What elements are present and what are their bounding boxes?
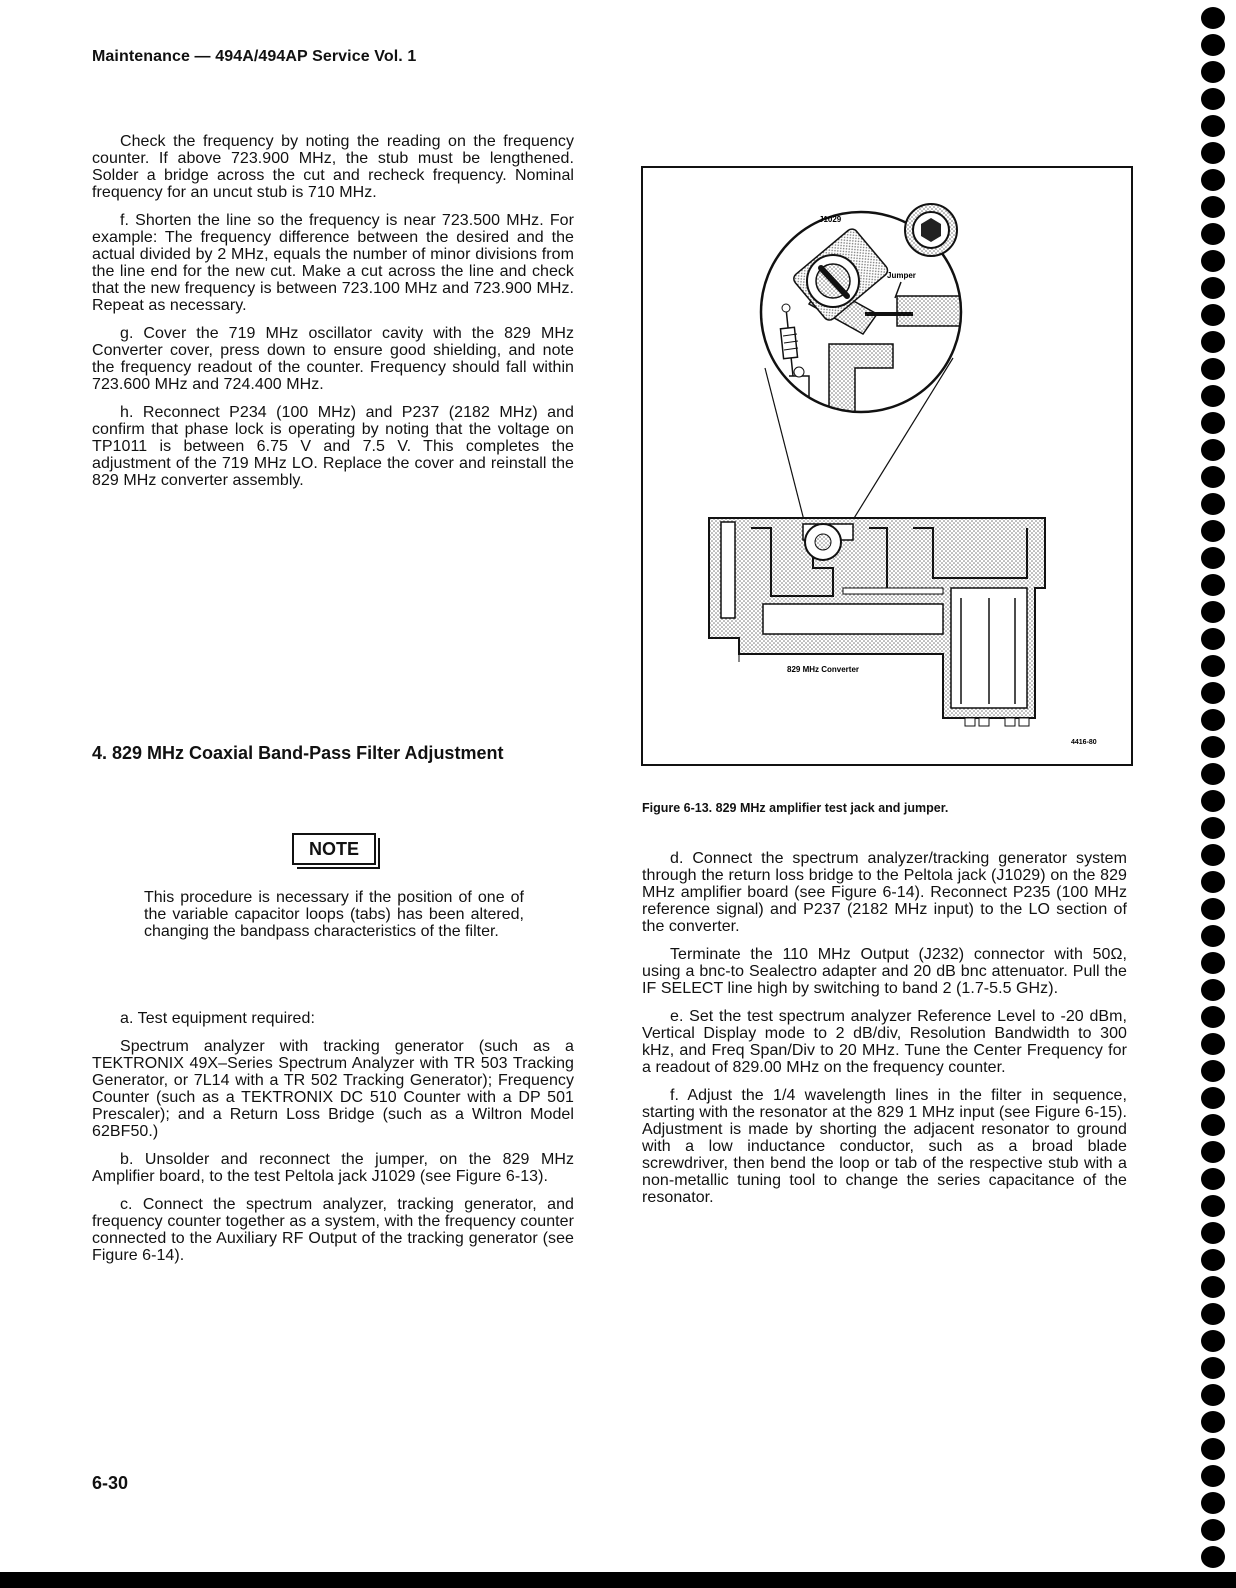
binder-hole bbox=[1201, 115, 1225, 137]
figure-caption: Figure 6-13. 829 MHz amplifier test jack and jumper. bbox=[642, 801, 949, 815]
binder-hole bbox=[1201, 1114, 1225, 1136]
note-label: NOTE bbox=[292, 833, 376, 865]
paragraph-step-e: e. Set the test spectrum analyzer Reference Level to -20 dBm, Vertical Display mode to 2 dB/div, Resolution Bandwidth to 300 kHz, and Freq Span/Div to 20 MHz. Tune the Center Frequency for a readout of 829.00 MHz on the frequency counter. bbox=[642, 1008, 1127, 1076]
binder-hole bbox=[1201, 196, 1225, 218]
binder-hole bbox=[1201, 1222, 1225, 1244]
binder-hole bbox=[1201, 331, 1225, 353]
binder-hole bbox=[1201, 520, 1225, 542]
binder-hole bbox=[1201, 1465, 1225, 1487]
bottom-edge bbox=[0, 1572, 1236, 1588]
binder-hole bbox=[1201, 61, 1225, 83]
binder-hole bbox=[1201, 844, 1225, 866]
paragraph-step-a-label: a. Test equipment required: bbox=[120, 1010, 315, 1027]
binder-hole bbox=[1201, 277, 1225, 299]
left-column-top bbox=[92, 133, 574, 500]
binder-hole bbox=[1201, 655, 1225, 677]
binder-hole bbox=[1201, 952, 1225, 974]
binder-hole bbox=[1201, 979, 1225, 1001]
binder-hole bbox=[1201, 790, 1225, 812]
figure-id: 4416-80 bbox=[1071, 739, 1097, 746]
binder-hole bbox=[1201, 574, 1225, 596]
page-number: 6-30 bbox=[92, 1473, 129, 1493]
binder-hole bbox=[1201, 1276, 1225, 1298]
binder-hole bbox=[1201, 736, 1225, 758]
binder-hole bbox=[1201, 169, 1225, 191]
binder-hole bbox=[1201, 1087, 1225, 1109]
binder-hole bbox=[1201, 1438, 1225, 1460]
label-j1029: J1029 bbox=[819, 215, 842, 224]
figure-illustration bbox=[643, 168, 1131, 764]
binder-hole bbox=[1201, 1060, 1225, 1082]
binder-hole bbox=[1201, 925, 1225, 947]
paragraph-terminate: Terminate the 110 MHz Output (J232) connector with 50Ω, using a bnc-to Sealectro adapter and 20 dB bnc attenuator. Pull the IF SELECT line high by switching to band 2 (1.7-5.5 GHz). bbox=[642, 946, 1127, 997]
binder-hole bbox=[1201, 7, 1225, 29]
binder-hole bbox=[1201, 34, 1225, 56]
section-heading: 4. 829 MHz Coaxial Band-Pass Filter Adjustment bbox=[92, 743, 504, 763]
hex-standoff bbox=[905, 204, 957, 256]
paragraph-step-a-text: Spectrum analyzer with tracking generator (such as a TEKTRONIX 49X–Series Spectrum Analyzer with TR 503 Tracking Generator, or 7L14 with a TR 502 Tracking Generator); Frequency Counter (such as a TEKTRONIX DC 510 Counter with a DP 501 Prescaler); and a Return Loss Bridge (such as a Wiltron Model 62BF50.) bbox=[92, 1038, 574, 1140]
binder-hole bbox=[1201, 1411, 1225, 1433]
label-jumper: Jumper bbox=[887, 271, 916, 280]
binder-hole bbox=[1201, 1546, 1225, 1568]
binder-holes bbox=[1196, 0, 1236, 1588]
paragraph-step-g: g. Cover the 719 MHz oscillator cavity with the 829 MHz Converter cover, press down to ensure good shielding, and note the frequency readout of the counter. Frequency should fall within 723.600 MHz and 724.400 MHz. bbox=[92, 325, 574, 393]
right-column bbox=[642, 850, 1127, 1217]
figure-6-13 bbox=[641, 166, 1133, 766]
magnified-view bbox=[743, 204, 987, 418]
left-column-bottom bbox=[92, 1010, 574, 1275]
binder-hole bbox=[1201, 1006, 1225, 1028]
binder-hole bbox=[1201, 547, 1225, 569]
binder-hole bbox=[1201, 412, 1225, 434]
note-text: This procedure is necessary if the position of one of the variable capacitor loops (tabs) has been altered, changing the bandpass characteristics of the filter. bbox=[144, 889, 524, 940]
binder-hole bbox=[1201, 709, 1225, 731]
binder-hole bbox=[1201, 439, 1225, 461]
converter-board bbox=[709, 518, 1045, 726]
binder-hole bbox=[1201, 1141, 1225, 1163]
binder-hole bbox=[1201, 1303, 1225, 1325]
binder-hole bbox=[1201, 682, 1225, 704]
binder-hole bbox=[1201, 223, 1225, 245]
binder-hole bbox=[1201, 88, 1225, 110]
binder-hole bbox=[1201, 763, 1225, 785]
binder-hole bbox=[1201, 1195, 1225, 1217]
running-header: Maintenance — 494A/494AP Service Vol. 1 bbox=[92, 48, 417, 65]
paragraph-step-c: c. Connect the spectrum analyzer, tracking generator, and frequency counter together as a system, with the frequency counter connected to the Auxiliary RF Output of the tracking generator (see Figure 6-14). bbox=[92, 1196, 574, 1264]
binder-hole bbox=[1201, 871, 1225, 893]
binder-hole bbox=[1201, 817, 1225, 839]
binder-hole bbox=[1201, 142, 1225, 164]
binder-hole bbox=[1201, 1033, 1225, 1055]
binder-hole bbox=[1201, 1519, 1225, 1541]
binder-hole bbox=[1201, 358, 1225, 380]
binder-hole bbox=[1201, 1357, 1225, 1379]
binder-hole bbox=[1201, 1168, 1225, 1190]
binder-hole bbox=[1201, 1330, 1225, 1352]
paragraph-step-h: h. Reconnect P234 (100 MHz) and P237 (2182 MHz) and confirm that phase lock is operating by noting that the voltage on TP1011 is between 6.75 V and 7.5 V. This completes the adjustment of the 719 MHz LO. Replace the cover and reinstall the 829 MHz converter assembly. bbox=[92, 404, 574, 489]
binder-hole bbox=[1201, 493, 1225, 515]
binder-hole bbox=[1201, 1492, 1225, 1514]
paragraph-step-b: b. Unsolder and reconnect the jumper, on the 829 MHz Amplifier board, to the test Peltola jack J1029 (see Figure 6-13). bbox=[92, 1151, 574, 1185]
binder-hole bbox=[1201, 628, 1225, 650]
trace-pad bbox=[897, 296, 987, 326]
paragraph-step-f-adjust: f. Adjust the 1/4 wavelength lines in the filter in sequence, starting with the resonator at the 829 1 MHz input (see Figure 6-15). Adjustment is made by shorting the adjacent resonator to ground with a low inductance conductor, such as a broad blade screwdriver, then bend the loop or tab of the respective stub with a non-metallic tuning tool to change the series capacitance of the resonator. bbox=[642, 1087, 1127, 1206]
binder-hole bbox=[1201, 385, 1225, 407]
binder-hole bbox=[1201, 466, 1225, 488]
binder-hole bbox=[1201, 1384, 1225, 1406]
binder-hole bbox=[1201, 304, 1225, 326]
binder-hole bbox=[1201, 601, 1225, 623]
binder-hole bbox=[1201, 898, 1225, 920]
label-converter: 829 MHz Converter bbox=[787, 665, 860, 674]
paragraph-step-d: d. Connect the spectrum analyzer/tracking generator system through the return loss bridge to the Peltola jack (J1029) on the 829 MHz amplifier board (see Figure 6-14). Reconnect P235 (100 MHz reference signal) and P237 (2182 MHz input) to the LO section of the converter. bbox=[642, 850, 1127, 935]
binder-hole bbox=[1201, 1249, 1225, 1271]
paragraph-check-frequency: Check the frequency by noting the reading on the frequency counter. If above 723.900 MHz, the stub must be lengthened. Solder a bridge across the cut and recheck frequency. Nominal frequency for an uncut stub is 710 MHz. bbox=[92, 133, 574, 201]
binder-hole bbox=[1201, 250, 1225, 272]
paragraph-step-f: f. Shorten the line so the frequency is near 723.500 MHz. For example: The frequency difference between the desired and the actual divided by 2 MHz, equals the number of minor divisions from the line end for the new cut. Make a cut across the line and check that the new frequency is between 723.100 MHz and 723.900 MHz. Repeat as necessary. bbox=[92, 212, 574, 314]
